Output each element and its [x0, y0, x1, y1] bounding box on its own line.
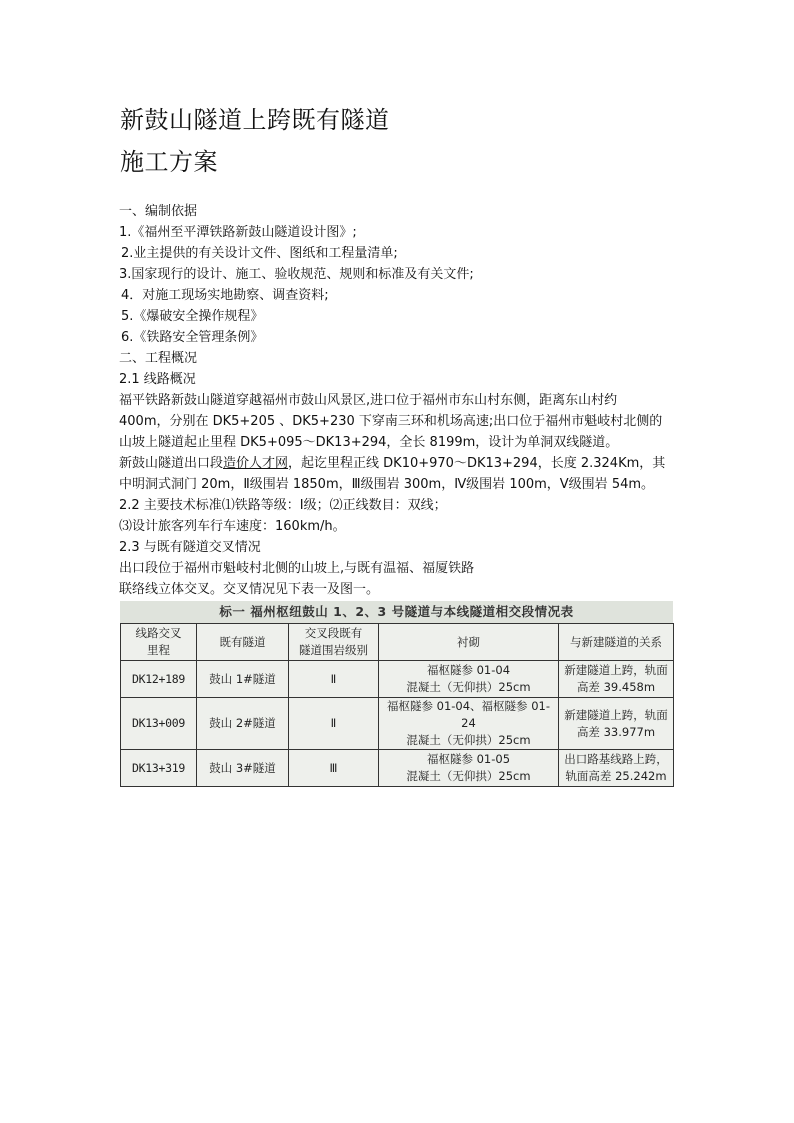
cell-grade: Ⅱ: [289, 661, 379, 698]
table-row: [121, 698, 674, 750]
cell-tunnel: 鼓山 2#隧道: [197, 698, 289, 750]
crossing-table: [120, 623, 674, 787]
tech-standard-line: ⑶设计旅客列车行车速度：160km/h。: [119, 519, 346, 534]
header-mileage: 线路交叉 里程: [121, 624, 197, 661]
basis-item: 4．对施工现场实地勘察、调查资料;: [121, 288, 329, 303]
tech-standard-line: 2.2 主要技术标准⑴铁路等级：Ⅰ级；⑵正线数目：双线；: [119, 498, 447, 513]
crossing-line: 联络线立体交叉。交叉情况见下表一及图一。: [119, 582, 380, 597]
underlined-link-text[interactable]: 造价人才网: [223, 456, 289, 471]
basis-item: 3.国家现行的设计、施工、验收规范、规则和标准及有关文件;: [119, 267, 474, 282]
exit-paragraph-line: 中明洞式洞门 20m，Ⅱ级围岩 1850m，Ⅲ级围岩 300m，Ⅳ级围岩 100m，Ⅴ级围岩 54m。: [119, 477, 655, 492]
cell-mileage: DK13+319: [121, 750, 197, 787]
exit-text-prefix: 新鼓山隧道出口段: [119, 456, 224, 471]
crossing-table-image: [120, 601, 673, 783]
cell-relation: 新建隧道上跨，轨面 高差 33.977m: [559, 698, 674, 750]
header-relation: 与新建隧道的关系: [559, 624, 674, 661]
header-existing-tunnel: 既有隧道: [197, 624, 289, 661]
cell-lining: 福枢隧参 01-05 混凝土（无仰拱）25cm: [379, 750, 559, 787]
subsection-heading-route: 2.1 线路概况: [119, 372, 196, 387]
cell-lining: 福枢隧参 01-04 混凝土（无仰拱）25cm: [379, 661, 559, 698]
crossing-line: 出口段位于福州市魁岐村北侧的山坡上,与既有温福、福厦铁路: [119, 561, 475, 576]
cell-grade: Ⅲ: [289, 750, 379, 787]
cell-grade: Ⅱ: [289, 698, 379, 750]
exit-text-suffix: ，起讫里程正线 DK10+970～DK13+294，长度 2.324Km，其: [288, 456, 666, 471]
subsection-heading-crossing: 2.3 与既有隧道交叉情况: [119, 540, 261, 555]
route-paragraph-line: 400m，分别在 DK5+205 、DK5+230 下穿南三环和机场高速;出口位于福州市魁岐村北侧的: [119, 414, 663, 429]
cell-mileage: DK12+189: [121, 661, 197, 698]
header-rock-grade: 交叉段既有 隧道围岩级别: [289, 624, 379, 661]
cell-tunnel: 鼓山 3#隧道: [197, 750, 289, 787]
document-title-line2: 施工方案: [120, 148, 218, 176]
basis-item: 6.《铁路安全管理条例》: [121, 330, 264, 345]
document-body: [119, 201, 679, 600]
basis-item: 1.《福州至平潭铁路新鼓山隧道设计图》;: [119, 225, 357, 240]
cell-lining: 福枢隧参 01-04、福枢隧参 01-24 混凝土（无仰拱）25cm: [379, 698, 559, 750]
table-header-row: [121, 624, 674, 661]
document-title-line1: 新鼓山隧道上跨既有隧道: [120, 106, 390, 134]
basis-item: 5.《爆破安全操作规程》: [121, 309, 264, 324]
section-heading-basis: 一、编制依据: [119, 204, 198, 219]
header-lining: 衬砌: [379, 624, 559, 661]
table-row: [121, 661, 674, 698]
section-heading-overview: 二、工程概况: [119, 351, 198, 366]
cell-relation: 出口路基线路上跨， 轨面高差 25.242m: [559, 750, 674, 787]
table-row: [121, 750, 674, 787]
route-paragraph-line: 福平铁路新鼓山隧道穿越福州市鼓山风景区,进口位于福州市东山村东侧，距离东山村约: [119, 393, 618, 408]
route-paragraph-line: 山坡上隧道起止里程 DK5+095～DK13+294，全长 8199m，设计为单洞双线隧道。: [119, 435, 619, 450]
basis-item: 2.业主提供的有关设计文件、图纸和工程量清单;: [121, 246, 398, 261]
cell-mileage: DK13+009: [121, 698, 197, 750]
cell-relation: 新建隧道上跨，轨面 高差 39.458m: [559, 661, 674, 698]
exit-paragraph-line: [119, 453, 679, 474]
cell-tunnel: 鼓山 1#隧道: [197, 661, 289, 698]
table-caption: 标一 福州枢纽鼓山 1、2、3 号隧道与本线隧道相交段情况表: [120, 601, 673, 623]
